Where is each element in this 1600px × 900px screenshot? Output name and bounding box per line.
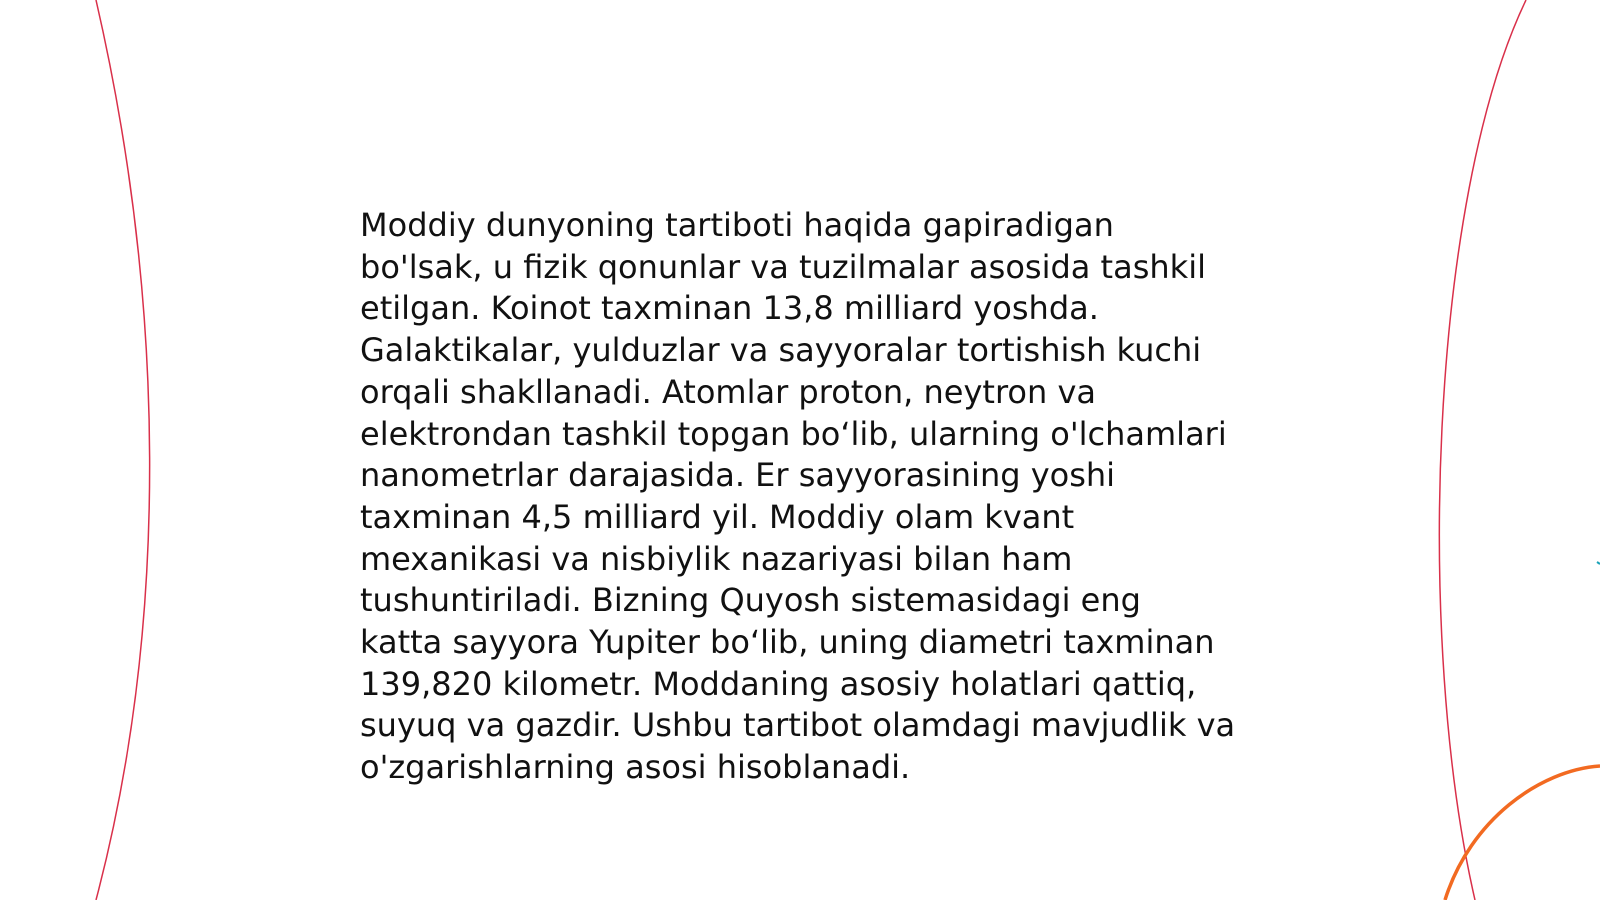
- left-decorative-arc: [96, 0, 150, 900]
- paragraph-line: mexanikasi va nisbiylik nazariyasi bilan ham: [360, 539, 1073, 578]
- body-paragraph: [360, 205, 1260, 789]
- paragraph-line: etilgan. Koinot taxminan 13,8 milliard yoshda.: [360, 289, 1099, 328]
- paragraph-line: Galaktikalar, yulduzlar va sayyoralar tortishish kuchi: [360, 331, 1202, 370]
- paragraph-line: taxminan 4,5 milliard yil. Moddiy olam kvant: [360, 497, 1075, 536]
- paragraph-line: nanometrlar darajasida. Er sayyorasining yoshi: [360, 456, 1116, 495]
- paragraph-line: o'zgarishlarning asosi hisoblanadi.: [360, 748, 911, 787]
- paragraph-line: katta sayyora Yupiter bo‘lib, uning diametri taxminan: [360, 623, 1215, 662]
- orange-corner-arc: [1445, 766, 1600, 900]
- paragraph-line: bo'lsak, u fizik qonunlar va tuzilmalar asosida tashkil: [360, 247, 1206, 286]
- right-decorative-arc: [1439, 0, 1526, 900]
- paragraph-line: elektrondan tashkil topgan bo‘lib, ularning o'lchamlari: [360, 414, 1227, 453]
- paragraph-line: 139,820 kilometr. Moddaning asosiy holatlari qattiq,: [360, 664, 1197, 703]
- paragraph-line: orqali shakllanadi. Atomlar proton, neytron va: [360, 372, 1096, 411]
- paragraph-line: suyuq va gazdir. Ushbu tartibot olamdagi mavjudlik va: [360, 706, 1236, 745]
- paragraph-line: tushuntiriladi. Bizning Quyosh sistemasidagi eng: [360, 581, 1141, 620]
- paragraph-line: Moddiy dunyoning tartiboti haqida gapiradigan: [360, 206, 1114, 244]
